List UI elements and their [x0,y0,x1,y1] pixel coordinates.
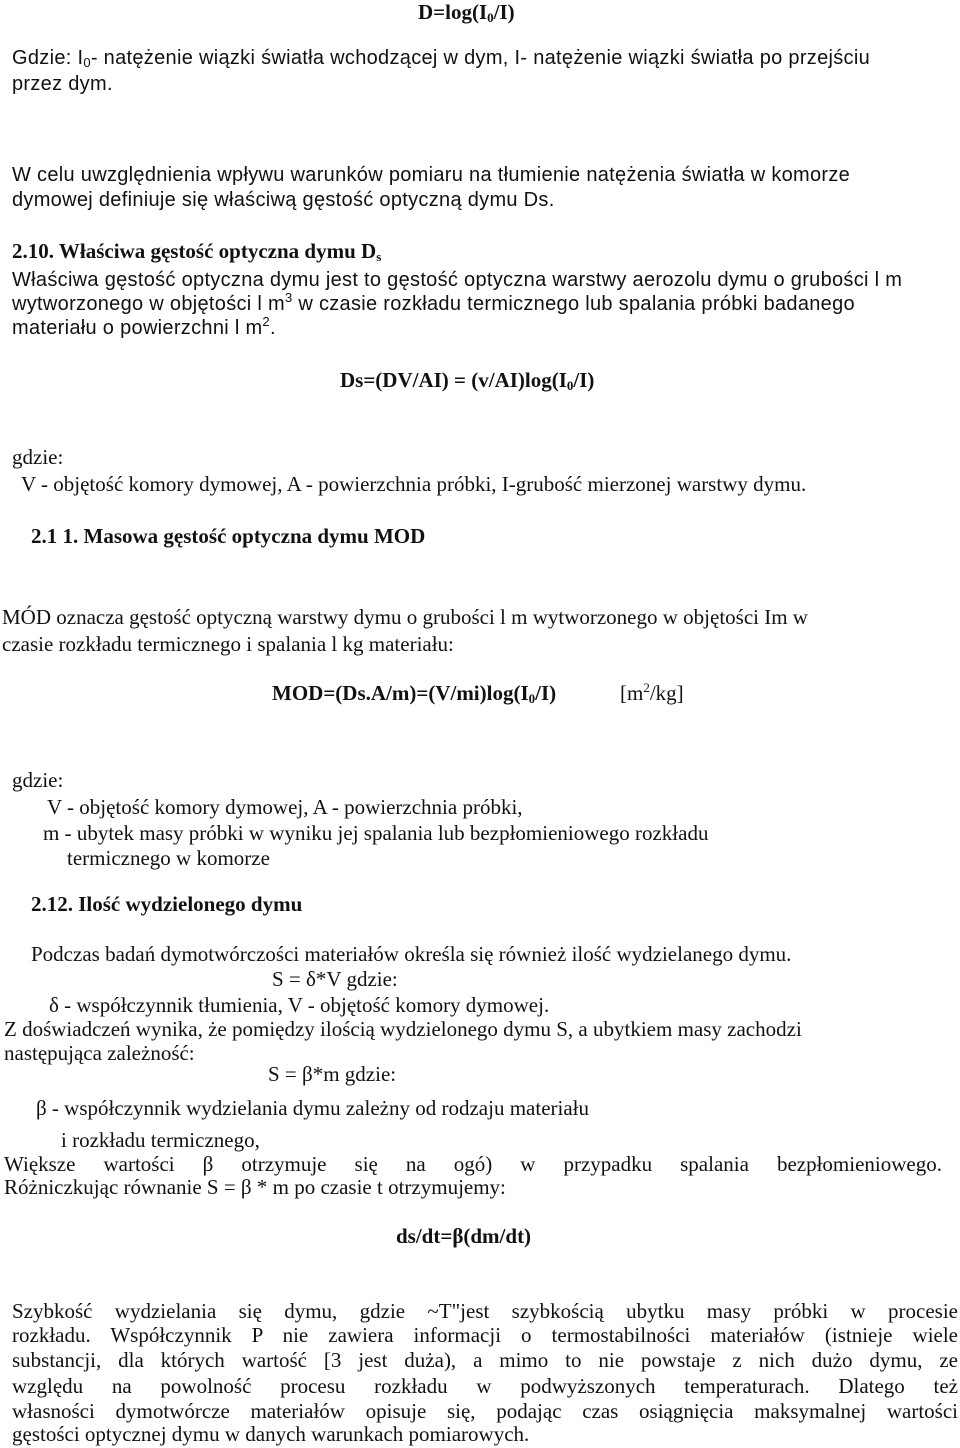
intro-text-line: dymowej definiuje się właściwą gęstość optyczną dymu Ds. [12,189,555,211]
paragraph-line: gęstości optycznej dymu w danych warunkach pomiarowych. [12,1422,530,1446]
paragraph-line: Właściwa gęstość optyczna dymu jest to gęstość optyczna warstwy aerozolu dymu o grubości l m [12,269,903,291]
where-text-line: przez dym. [12,73,113,95]
paragraph-line: i rozkładu termicznego, [61,1128,260,1152]
formula-s-beta: S = β*m gdzie: [268,1062,397,1086]
paragraph-line: rozkładu. Współczynnik P nie zawiera informacji o termostabilności materiałów (istnieje wiele [12,1323,958,1347]
intro-text-line: W celu uwzględnienia wpływu warunków pomiaru na tłumienie natężenia światła w komorze [12,164,851,186]
paragraph-line: czasie rozkładu termicznego i spalania l kg materiału: [2,632,454,656]
formula-mod-unit: $[m^2/kg]$ [620,680,684,705]
formula-ds: $Ds=(DV/AI) = (v/AI)\log(I_0/I)$ [340,368,595,393]
where-text-line: V - objętość komory dymowej, A - powierzchnia próbki, I-grubość mierzonej warstwy dymu. [21,472,807,496]
section-heading: 2.10. Właściwa gęstość optyczna dymu $D_s$ [12,239,382,264]
paragraph-line: wytworzonego w objętości l $m^3$ w czasie rozkładu termicznego lub spalania próbki badanego [12,290,855,315]
paragraph-line: własności dymotwórcze materiałów opisuje się, podając czas osiągnięcia maksymalnej wartości [12,1399,958,1423]
paragraph-line: następująca zależność: [4,1041,195,1065]
paragraph-line: β - współczynnik wydzielania dymu zależny od rodzaju materiału [36,1096,589,1120]
where-label: gdzie: [12,768,64,792]
where-label: gdzie: [12,445,64,469]
where-text-line: Gdzie: $I_0-$ natężenie wiązki światła wchodzącej w dym, I- natężenie wiązki światła po przejściu [12,47,871,70]
where-text-line: m - ubytek masy próbki w wyniku jej spalania lub bezpłomieniowego rozkładu [43,821,709,845]
paragraph-line: MÓD oznacza gęstość optyczną warstwy dymu o grubości l m wytworzonego w objętości Im w [2,605,808,629]
formula-mod: $MOD=(Ds.A/m)=(V/mi)\log(I_0/I)$ [272,681,557,706]
where-text-line: V - objętość komory dymowej, A - powierzchnia próbki, [47,795,523,819]
section-heading: 2.1 1. Masowa gęstość optyczna dymu MOD [31,524,426,548]
formula-s-delta: S = δ*V gdzie: [272,967,398,991]
paragraph-line: Podczas badań dymotwórczości materiałów określa się również ilość wydzielanego dymu. [31,942,792,966]
paragraph-line: δ - współczynnik tłumienia, V - objętość komory dymowej. [49,993,550,1017]
paragraph-line: Z doświadczeń wynika, że pomiędzy ilością wydzielonego dymu S, a ubytkiem masy zachodzi [4,1017,802,1041]
section-heading: 2.12. Ilość wydzielonego dymu [31,892,303,916]
paragraph-line: Szybkość wydzielania się dymu, gdzie ~T"jest szybkością ubytku masy próbki w procesie [12,1299,958,1323]
paragraph-line: substancji, dla których wartość [3 jest duża), a mimo to nie powstaje z nich dużo dymu, ze [12,1348,958,1372]
paragraph-line: materiału o powierzchni l $m^2$. [12,314,276,339]
paragraph-line: Większe wartości β otrzymuje się na ogó) w przypadku spalania bezpłomieniowego. [4,1152,942,1176]
paragraph-line: względu na powolność procesu rozkładu w podwyższonych temperaturach. Dlatego też [12,1374,958,1398]
paragraph-line: Różniczkując równanie S = β * m po czasie t otrzymujemy: [4,1175,506,1199]
where-text-line: termicznego w komorze [67,846,270,870]
formula-d: $D=\log(I_0/I)$ [418,0,515,25]
formula-dsdt: ds/dt=β(dm/dt) [396,1224,532,1248]
